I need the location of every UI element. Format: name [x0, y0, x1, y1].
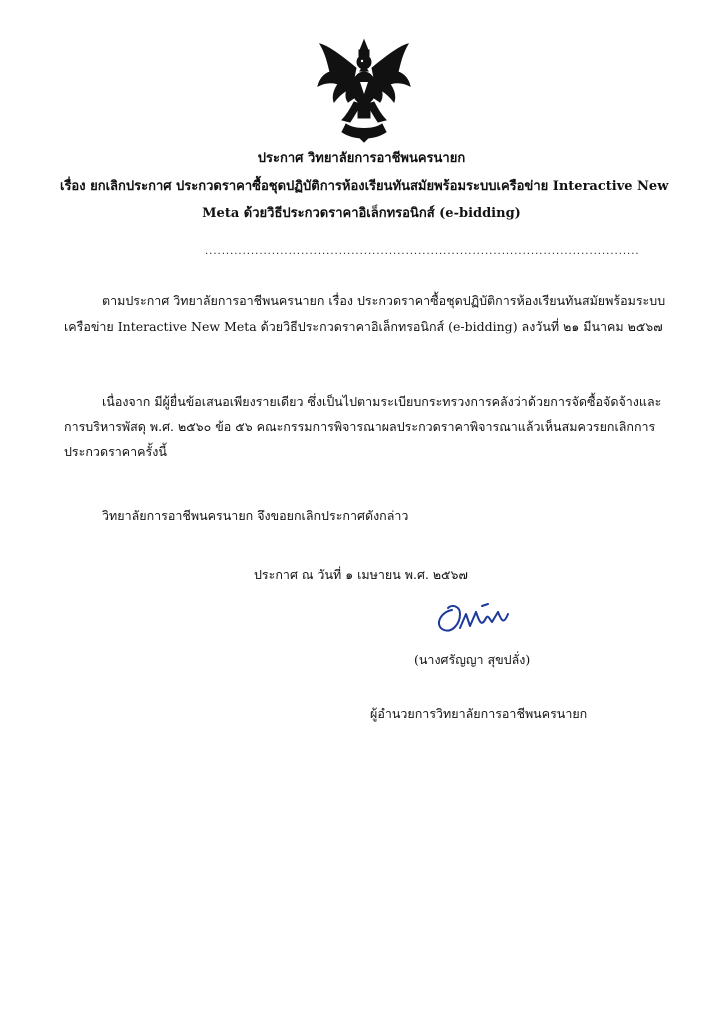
garuda-emblem-icon: [316, 38, 412, 142]
subject-line-1: เรื่อง ยกเลิกประกาศ ประกวดราคาซื้อชุดปฏิบัติการห้องเรียนทันสมัยพร้อมระบบเครือข่าย Interactive New: [60, 179, 669, 194]
paragraph-2-line-2: การบริหารพัสดุ พ.ศ. ๒๕๖๐ ข้อ ๕๖ คณะกรรมการพิจารณาผลประกวดราคาพิจารณาแล้วเห็นสมควรยกเลิกการ: [64, 419, 656, 434]
signer-name: (นางศรัญญา สุขปลั่ง): [414, 652, 531, 667]
paragraph-2-line-3: ประกวดราคาครั้งนี้: [64, 444, 167, 459]
paragraph-1-line-1: ตามประกาศ วิทยาลัยการอาชีพนครนายก เรื่อง ประกวดราคาซื้อชุดปฏิบัติการห้องเรียนทันสมัยพร้อมระบบ: [102, 293, 666, 308]
paragraph-1-line-2: เครือข่าย Interactive New Meta ด้วยวิธีประกวดราคาอิเล็กทรอนิกส์ (e-bidding) ลงวันที่ ๒๑ มีนาคม ๒๕๖๗: [64, 319, 663, 334]
date-line: ประกาศ ณ วันที่ ๑ เมษายน พ.ศ. ๒๕๖๗: [254, 567, 468, 582]
announcement-title: ประกาศ วิทยาลัยการอาชีพนครนายก: [257, 151, 466, 166]
header-separator: ........................................................................................................: [205, 246, 640, 257]
signature-icon: [430, 600, 530, 640]
signer-position: ผู้อำนวยการวิทยาลัยการอาชีพนครนายก: [370, 706, 588, 721]
paragraph-2-line-1: เนื่องจาก มีผู้ยื่นข้อเสนอเพียงรายเดียว ซึ่งเป็นไปตามระเบียบกระทรวงการคลังว่าด้วยการจัดซื้อจัดจ้างและ: [102, 394, 662, 409]
subject-line-2: Meta ด้วยวิธีประกวดราคาอิเล็กทรอนิกส์ (e-bidding): [202, 206, 521, 221]
paragraph-3: วิทยาลัยการอาชีพนครนายก จึงขอยกเลิกประกาศดังกล่าว: [102, 508, 409, 523]
